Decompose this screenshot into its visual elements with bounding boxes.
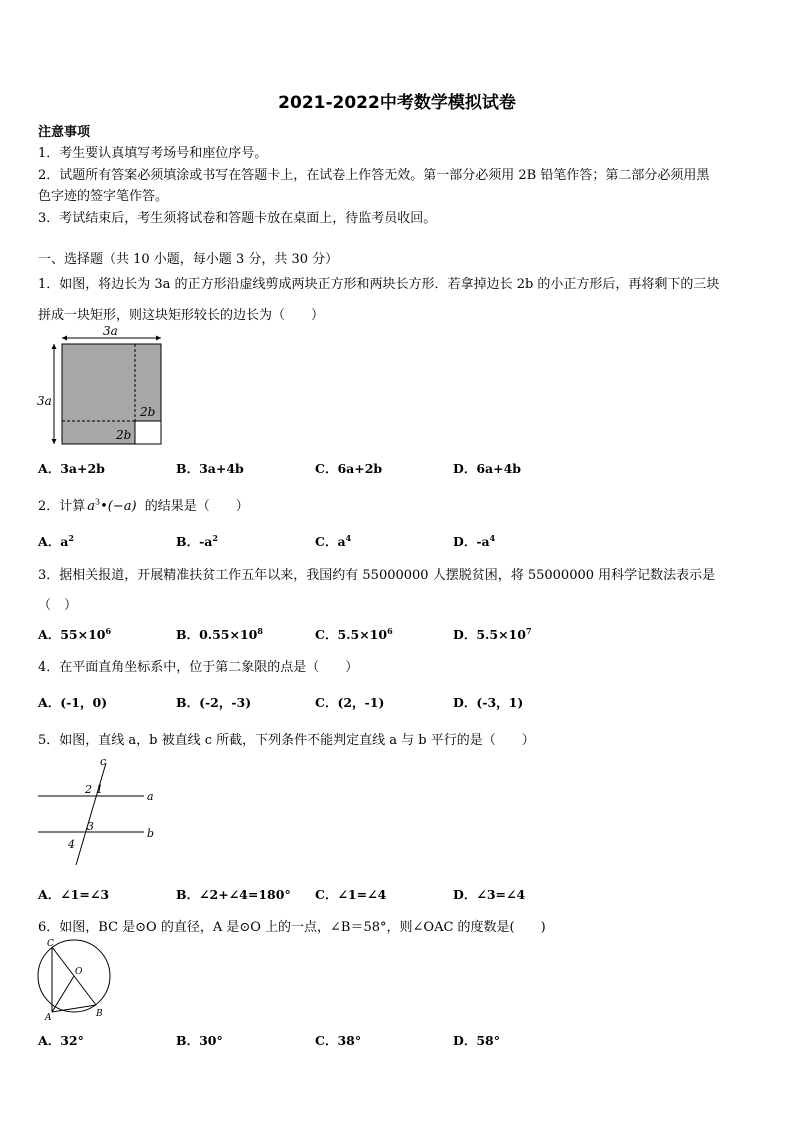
- q2-option-b[interactable]: B．$-a^2$: [176, 532, 218, 549]
- q3-option-b[interactable]: B．$0.55\times 10^8$: [176, 625, 263, 642]
- q5-option-a[interactable]: A．∠1=∠3: [38, 887, 110, 902]
- q5-option-d[interactable]: D．∠3=∠4: [453, 887, 526, 902]
- q5-label-c: c: [100, 755, 107, 768]
- q5-figure-parallel-lines: [36, 755, 160, 869]
- q1-option-c[interactable]: C．6a+2b: [315, 461, 383, 476]
- q4-stem: 4．在平面直角坐标系中，位于第二象限的点是（ ）: [38, 660, 359, 675]
- q6-option-c[interactable]: C．38°: [315, 1033, 362, 1048]
- q5-label-4: 4: [68, 838, 75, 851]
- section-heading: 一、选择题（共 10 小题，每小题 3 分，共 30 分）: [38, 252, 339, 267]
- q1-label-inner-right: 2b: [140, 405, 156, 419]
- q5-label-1: 1: [96, 783, 103, 796]
- q2-suffix: 的结果是（ ）: [144, 499, 249, 514]
- q5-option-c[interactable]: C．∠1=∠4: [315, 887, 387, 902]
- q3-option-a[interactable]: A．$55\times 10^6$: [38, 625, 112, 642]
- q2-option-d[interactable]: D．$-a^4$: [453, 532, 496, 549]
- q2-option-c[interactable]: C．$a^4$: [315, 532, 352, 549]
- q4-option-c[interactable]: C．(2，-1): [315, 695, 385, 710]
- q1-option-d[interactable]: D．6a+4b: [453, 461, 522, 476]
- q6-option-b[interactable]: B．30°: [176, 1033, 223, 1048]
- q6-label-a: A: [45, 1013, 52, 1022]
- q6-label-b: B: [96, 1009, 103, 1019]
- q4-option-b[interactable]: B．(-2，-3): [176, 695, 252, 710]
- q1-label-top: 3a: [103, 324, 118, 338]
- q1-label-inner-bottom: 2b: [116, 428, 132, 442]
- q3-stem-line1: 3．据相关报道，开展精准扶贫工作五年以来，我国约有 55000000 人摆脱贫困，将 55000000 用科学记数法表示是: [38, 568, 716, 583]
- q6-option-a[interactable]: A．32°: [38, 1033, 84, 1048]
- q1-option-b[interactable]: B．3a+4b: [176, 461, 244, 476]
- q6-label-c: C: [47, 939, 54, 949]
- q1-option-a[interactable]: A．3a+2b: [38, 461, 105, 476]
- q1-stem-line2: 拼成一块矩形，则这块矩形较长的边长为（ ）: [38, 308, 325, 323]
- q6-figure-circle: [32, 936, 118, 1022]
- notice-item-2: 2．试题所有答案必须填涂或书写在答题卡上，在试卷上作答无效。第一部分必须用 2B 铅笔作答；第二部分必须用黑: [38, 168, 710, 183]
- q1-stem-line1: 1．如图，将边长为 3a 的正方形沿虚线剪成两块正方形和两块长方形．若拿掉边长 2b 的小正方形后，再将剩下的三块: [38, 277, 720, 292]
- q2-prefix: 2．计算: [38, 499, 86, 514]
- q1-label-left: 3a: [37, 394, 52, 408]
- q5-stem: 5．如图，直线 a，b 被直线 c 所截，下列条件不能判定直线 a 与 b 平行的是（ ）: [38, 733, 535, 748]
- q6-stem: 6．如图，BC 是⊙O 的直径，A 是⊙O 上的一点，∠B＝58°，则∠OAC 的度数是( ): [38, 920, 546, 935]
- notice-heading: 注意事项: [38, 125, 91, 140]
- page-title: 2021-2022中考数学模拟试卷: [278, 93, 516, 113]
- q6-label-o: O: [75, 967, 83, 977]
- q1-figure-square: [34, 324, 174, 450]
- q4-option-a[interactable]: A．(-1，0): [38, 695, 108, 710]
- q5-label-b: b: [147, 827, 155, 840]
- q5-label-3: 3: [87, 820, 94, 833]
- q3-stem-line2: （ ）: [38, 598, 78, 613]
- q2-stem: [38, 495, 249, 514]
- q2-option-a[interactable]: A．$a^2$: [38, 532, 74, 549]
- notice-item-2-cont: 色字迹的签字笔作答。: [38, 189, 169, 204]
- notice-item-3: 3．考试结束后，考生须将试卷和答题卡放在桌面上，待监考员收回。: [38, 211, 437, 226]
- notice-item-1: 1．考生要认真填写考场号和座位序号。: [38, 146, 268, 161]
- q2-expr-rest: •(−a): [100, 499, 137, 514]
- q3-option-c[interactable]: C．$5.5\times 10^6$: [315, 625, 393, 642]
- q3-option-d[interactable]: D．$5.5\times 10^7$: [453, 625, 532, 642]
- q5-label-2: 2: [85, 783, 92, 796]
- q4-option-d[interactable]: D．(-3，1): [453, 695, 524, 710]
- q5-label-a: a: [147, 790, 154, 803]
- q2-expr-exp: 3: [95, 497, 101, 507]
- q2-expr-base: a: [87, 499, 96, 514]
- q5-option-b[interactable]: B．∠2+∠4=180°: [176, 887, 291, 902]
- q6-option-d[interactable]: D．58°: [453, 1033, 500, 1048]
